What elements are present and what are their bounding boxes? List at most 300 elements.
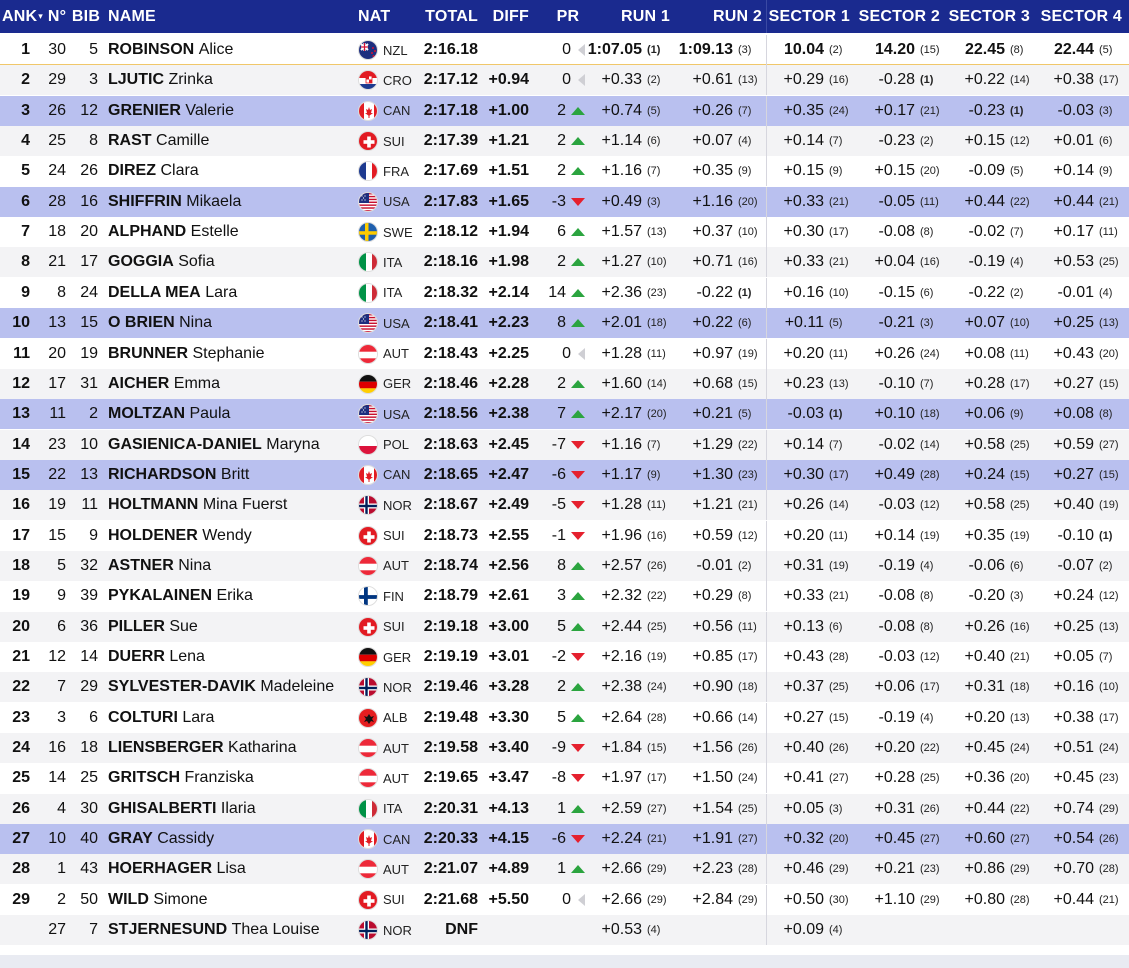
- rank-cell: 16: [12, 496, 30, 514]
- col-nat[interactable]: NAT: [358, 7, 391, 25]
- athlete-last-name: DIREZ: [108, 162, 156, 180]
- athlete-last-name: STJERNESUND: [108, 921, 228, 939]
- sector1-rank: (2): [829, 44, 843, 56]
- table-row[interactable]: [0, 35, 1129, 65]
- column-divider: [766, 399, 767, 429]
- run2-time: +0.07: [692, 132, 733, 150]
- sector2-time: -0.10: [878, 374, 915, 392]
- run1-time: +1.28: [601, 496, 642, 514]
- sector3-rank: (24): [1010, 742, 1030, 755]
- total-time-cell: 2:17.83: [423, 192, 478, 210]
- sector4-rank: (15): [1099, 377, 1119, 390]
- sector3-time: -0.23: [968, 101, 1005, 119]
- table-row[interactable]: [0, 217, 1129, 247]
- run2-time: +0.66: [692, 708, 733, 726]
- run1-rank: (15): [647, 742, 667, 755]
- run2-time: +0.22: [692, 314, 733, 332]
- sector3-rank: (16): [1010, 620, 1030, 633]
- nation-code: NOR: [383, 497, 412, 513]
- position-change-cell: [535, 854, 585, 884]
- athlete-first-name: Lara: [205, 283, 238, 301]
- athlete-name[interactable]: [108, 247, 358, 277]
- bib-cell: 18: [80, 739, 98, 757]
- col-name[interactable]: NAME: [108, 7, 156, 25]
- athlete-name[interactable]: [108, 703, 358, 733]
- start-number-cell: 7: [57, 678, 66, 696]
- sector2-time: +1.10: [874, 890, 915, 908]
- athlete-last-name: DUERR: [108, 648, 165, 665]
- table-row[interactable]: [0, 703, 1129, 733]
- sector2-rank: (20): [920, 165, 940, 178]
- run2-rank: (28): [738, 863, 758, 876]
- athlete-name[interactable]: [108, 278, 358, 308]
- athlete-name[interactable]: [108, 126, 358, 156]
- athlete-name[interactable]: [108, 430, 358, 460]
- run2-rank: (27): [738, 833, 758, 846]
- sector2-rank: (7): [920, 377, 934, 390]
- athlete-first-name: Cassidy: [157, 830, 215, 848]
- athlete-name[interactable]: [108, 187, 358, 217]
- col-sector3[interactable]: SECTOR 3: [948, 7, 1030, 25]
- table-row[interactable]: [0, 915, 1129, 945]
- bib-cell: 30: [80, 799, 98, 817]
- sector4-rank: (21): [1099, 195, 1119, 208]
- sector2-time: +0.28: [874, 769, 915, 787]
- position-change-value: 2: [557, 101, 566, 119]
- run1-time: +2.64: [601, 708, 642, 726]
- col-rank-label: ANK: [2, 7, 38, 25]
- arrow-up-icon: [571, 167, 585, 175]
- rank-cell: 25: [12, 769, 30, 787]
- run2-rank: (18): [738, 681, 758, 694]
- position-change-value: -6: [551, 830, 566, 848]
- run1-time: +2.38: [601, 678, 642, 696]
- athlete-name[interactable]: [108, 885, 358, 915]
- total-time-cell: 2:17.69: [423, 162, 478, 180]
- athlete-name[interactable]: [108, 551, 358, 581]
- sector3-rank: (1): [1010, 104, 1024, 117]
- col-run2[interactable]: RUN 2: [712, 7, 762, 25]
- sector1-time: +0.09: [783, 921, 824, 939]
- run2-time: +0.56: [692, 617, 733, 635]
- position-change-cell: [535, 308, 585, 338]
- total-time-cell: 2:18.12: [423, 223, 478, 241]
- page-footer-band: [0, 955, 1129, 968]
- nation-cell: [358, 854, 418, 884]
- position-change-cell: [535, 369, 585, 399]
- sector3-rank: (29): [1010, 863, 1030, 876]
- col-pr[interactable]: PR: [556, 7, 580, 25]
- col-sector2[interactable]: SECTOR 2: [858, 7, 940, 25]
- sector1-time: +0.30: [783, 223, 824, 241]
- table-row[interactable]: [0, 308, 1129, 338]
- sector1-time: +0.16: [783, 283, 824, 301]
- sector4-time: +0.08: [1053, 405, 1094, 423]
- athlete-name[interactable]: [108, 824, 358, 854]
- alb-flag-icon: [358, 708, 378, 728]
- col-diff[interactable]: DIFF: [492, 7, 529, 25]
- table-row[interactable]: [0, 430, 1129, 460]
- athlete-name[interactable]: [108, 339, 358, 369]
- position-change-value: -5: [551, 496, 566, 514]
- run2-time: -0.01: [696, 556, 733, 574]
- sector2-time: +0.17: [874, 101, 915, 119]
- nation-code: GER: [383, 649, 412, 665]
- athlete-name[interactable]: [108, 642, 358, 672]
- sector4-rank: (13): [1099, 620, 1119, 633]
- table-row[interactable]: [0, 642, 1129, 672]
- can-flag-icon: [358, 829, 378, 849]
- athlete-last-name: AICHER: [108, 374, 170, 392]
- run1-time: +0.74: [601, 101, 642, 119]
- sector2-rank: (6): [920, 286, 934, 299]
- sector1-time: +0.33: [783, 192, 824, 210]
- col-bib[interactable]: BIB: [71, 7, 101, 25]
- rank-cell: 2: [21, 71, 30, 89]
- table-row[interactable]: [0, 551, 1129, 581]
- bib-cell: 20: [80, 223, 98, 241]
- rank-cell: 1: [21, 41, 30, 58]
- run2-rank: (16): [738, 256, 758, 269]
- athlete-name[interactable]: [108, 581, 358, 611]
- table-row[interactable]: [0, 885, 1129, 915]
- athlete-last-name: GOGGIA: [108, 253, 174, 271]
- sector2-time: -0.08: [878, 617, 915, 635]
- start-number-cell: 3: [57, 708, 66, 726]
- sector3-rank: (6): [1010, 559, 1024, 572]
- sector3-time: -0.02: [968, 223, 1005, 241]
- athlete-name[interactable]: [108, 763, 358, 793]
- arrow-up-icon: [571, 805, 585, 813]
- sector2-rank: (14): [920, 438, 940, 451]
- start-number-cell: 25: [48, 132, 66, 150]
- total-time-cell: 2:20.31: [423, 799, 478, 817]
- run1-time: +0.33: [601, 71, 642, 89]
- rank-cell: 12: [12, 374, 30, 392]
- sector3-time: 22.45: [964, 41, 1005, 58]
- athlete-last-name: SHIFFRIN: [108, 192, 182, 210]
- sector2-time: -0.03: [878, 648, 915, 665]
- athlete-name[interactable]: [108, 217, 358, 247]
- ita-flag-icon: [358, 799, 378, 819]
- run1-time: +2.24: [601, 830, 642, 848]
- column-divider: [766, 490, 767, 520]
- run1-rank: (19): [647, 651, 667, 663]
- sector3-time: -0.22: [968, 283, 1005, 301]
- usa-flag-icon: [358, 313, 378, 333]
- position-change-value: 5: [557, 708, 566, 726]
- run1-rank: (27): [647, 802, 667, 815]
- run2-time: -0.22: [696, 283, 733, 301]
- sector2-time: +0.49: [874, 465, 915, 483]
- total-time-cell: 2:19.19: [423, 648, 478, 665]
- athlete-name[interactable]: [108, 156, 358, 186]
- run1-time: +2.16: [601, 648, 642, 665]
- total-time-cell: 2:20.33: [423, 830, 478, 848]
- col-total[interactable]: TOTAL: [425, 7, 478, 25]
- bib-cell: 31: [80, 374, 98, 392]
- arrow-up-icon: [571, 562, 585, 570]
- athlete-first-name: Sofia: [178, 253, 215, 271]
- sector1-time: 10.04: [783, 41, 824, 58]
- diff-cell: +2.38: [488, 405, 529, 423]
- sector3-rank: (15): [1010, 468, 1030, 481]
- nation-code: NOR: [383, 922, 412, 938]
- nation-cell: [358, 217, 418, 247]
- run1-rank: (11): [647, 499, 666, 512]
- athlete-first-name: Alice: [198, 41, 234, 58]
- sector1-rank: (5): [829, 317, 843, 330]
- run2-time: +0.37: [692, 223, 733, 241]
- sector4-rank: (25): [1099, 256, 1119, 269]
- col-run1[interactable]: RUN 1: [620, 7, 670, 25]
- athlete-name[interactable]: [108, 308, 358, 338]
- sector2-rank: (23): [920, 863, 940, 876]
- diff-cell: +2.45: [488, 435, 529, 453]
- sector3-rank: (22): [1010, 195, 1030, 208]
- sector1-time: +0.29: [783, 71, 824, 89]
- rank-cell: 4: [21, 132, 30, 150]
- table-row[interactable]: [0, 187, 1129, 217]
- table-row[interactable]: [0, 126, 1129, 156]
- sector3-rank: (21): [1010, 651, 1030, 663]
- table-row[interactable]: [0, 521, 1129, 551]
- rank-cell: 5: [21, 162, 30, 180]
- diff-cell: +4.13: [488, 799, 529, 817]
- athlete-first-name: Katharina: [228, 739, 297, 757]
- run1-rank: (5): [647, 104, 661, 117]
- bib-cell: 11: [81, 496, 98, 514]
- athlete-name[interactable]: [108, 65, 358, 95]
- col-sector4[interactable]: SECTOR 4: [1040, 7, 1122, 25]
- sector1-time: +0.27: [783, 708, 824, 726]
- run2-rank: (24): [738, 772, 758, 785]
- sector1-time: +0.11: [784, 314, 824, 332]
- sector1-rank: (10): [829, 286, 849, 299]
- table-row[interactable]: [0, 672, 1129, 702]
- start-number-cell: 28: [48, 192, 66, 210]
- sector4-rank: (7): [1099, 651, 1113, 663]
- table-row[interactable]: [0, 854, 1129, 884]
- sector2-rank: (12): [920, 651, 940, 663]
- table-row[interactable]: [0, 96, 1129, 126]
- position-change-cell: [535, 430, 585, 460]
- sector3-time: +0.35: [964, 526, 1005, 544]
- sector4-time: +0.54: [1053, 830, 1094, 848]
- table-row[interactable]: [0, 733, 1129, 763]
- athlete-last-name: PYKALAINEN: [108, 587, 213, 605]
- athlete-last-name: DELLA MEA: [108, 283, 201, 301]
- athlete-name[interactable]: [108, 369, 358, 399]
- run2-time: +0.97: [692, 344, 733, 362]
- athlete-name[interactable]: [108, 854, 358, 884]
- athlete-last-name: PILLER: [108, 617, 165, 635]
- nation-cell: [358, 794, 418, 824]
- table-row[interactable]: [0, 369, 1129, 399]
- sector4-rank: (10): [1099, 681, 1119, 694]
- athlete-name[interactable]: [108, 490, 358, 520]
- athlete-name[interactable]: [108, 521, 358, 551]
- table-row[interactable]: [0, 490, 1129, 520]
- column-divider: [766, 703, 767, 733]
- sector2-rank: (22): [920, 742, 940, 755]
- sector3-time: +0.40: [964, 648, 1005, 665]
- nation-cell: [358, 65, 418, 95]
- athlete-name[interactable]: [108, 96, 358, 126]
- athlete-name[interactable]: [108, 733, 358, 763]
- run1-time: +0.53: [601, 921, 642, 939]
- run1-time: 1:07.05: [587, 41, 642, 58]
- run1-time: +2.66: [601, 890, 642, 908]
- table-row[interactable]: [0, 794, 1129, 824]
- sui-flag-icon: [358, 890, 378, 910]
- run1-time: +1.16: [601, 162, 642, 180]
- column-divider: [766, 460, 767, 490]
- athlete-name[interactable]: [108, 672, 358, 702]
- athlete-last-name: RAST: [108, 132, 152, 150]
- sector2-rank: (25): [920, 772, 940, 785]
- nation-cell: [358, 581, 418, 611]
- position-change-value: 2: [557, 678, 566, 696]
- nation-cell: [358, 612, 418, 642]
- run1-time: +1.17: [601, 465, 642, 483]
- position-change-cell: [535, 733, 585, 763]
- bib-cell: 24: [80, 283, 98, 301]
- sector3-rank: (27): [1010, 833, 1030, 846]
- sector1-time: +0.14: [783, 435, 824, 453]
- sector4-time: +0.17: [1053, 223, 1094, 241]
- total-time-cell: 2:19.46: [423, 678, 478, 696]
- nation-code: CAN: [383, 467, 411, 483]
- table-row[interactable]: [0, 156, 1129, 186]
- start-number-cell: 8: [57, 283, 66, 301]
- sector1-rank: (28): [829, 651, 849, 663]
- nation-cell: [358, 369, 418, 399]
- sector2-rank: (1): [920, 74, 934, 87]
- rank-cell: 26: [12, 799, 30, 817]
- position-change-value: 2: [557, 374, 566, 392]
- position-change-cell: [535, 399, 585, 429]
- table-row[interactable]: [0, 612, 1129, 642]
- sector4-rank: (6): [1099, 135, 1113, 148]
- start-number-cell: 20: [48, 344, 66, 362]
- position-change-value: -8: [551, 769, 566, 787]
- athlete-last-name: ROBINSON: [108, 41, 195, 58]
- position-change-cell: [535, 703, 585, 733]
- athlete-name[interactable]: [108, 460, 358, 490]
- nation-cell: [358, 490, 418, 520]
- nation-code: AUT: [383, 740, 409, 756]
- sector3-rank: (25): [1010, 499, 1030, 512]
- arrow-left-icon: [578, 894, 585, 906]
- sector1-time: +0.14: [783, 132, 824, 150]
- sector2-time: +0.10: [874, 405, 915, 423]
- sector4-rank: (4): [1099, 286, 1113, 299]
- run1-rank: (26): [647, 559, 667, 572]
- run2-time: 1:09.13: [678, 41, 733, 58]
- sector4-rank: (19): [1099, 499, 1119, 512]
- sector3-rank: (14): [1010, 74, 1030, 87]
- sector1-time: +0.46: [783, 860, 824, 878]
- sector2-rank: (16): [920, 256, 940, 269]
- run1-rank: (28): [647, 711, 667, 724]
- start-number-cell: 16: [48, 739, 66, 757]
- athlete-name[interactable]: [108, 399, 358, 429]
- table-row[interactable]: [0, 460, 1129, 490]
- run1-time: +2.36: [601, 283, 642, 301]
- table-row[interactable]: [0, 65, 1129, 95]
- table-row[interactable]: [0, 824, 1129, 854]
- run1-time: +0.49: [601, 192, 642, 210]
- sector2-time: +0.15: [874, 162, 915, 180]
- sector4-rank: (20): [1099, 347, 1119, 360]
- table-row[interactable]: [0, 763, 1129, 793]
- arrow-up-icon: [571, 107, 585, 115]
- table-row[interactable]: [0, 278, 1129, 308]
- sector1-rank: (17): [829, 468, 849, 481]
- diff-cell: +2.23: [488, 314, 529, 332]
- sector3-time: +0.24: [964, 465, 1005, 483]
- run2-rank: (10): [738, 226, 758, 239]
- column-divider: [766, 854, 767, 884]
- sector4-time: +0.24: [1053, 587, 1094, 605]
- col-sector1[interactable]: SECTOR 1: [768, 7, 850, 25]
- athlete-name[interactable]: [108, 35, 358, 65]
- sector3-rank: (9): [1010, 408, 1024, 421]
- col-rank[interactable]: [2, 0, 46, 33]
- col-no[interactable]: N°: [47, 7, 67, 25]
- total-time-cell: 2:18.32: [423, 283, 478, 301]
- run1-rank: (29): [647, 893, 667, 906]
- position-change-value: 7: [557, 405, 566, 423]
- run2-time: +0.90: [692, 678, 733, 696]
- sui-flag-icon: [358, 131, 378, 151]
- position-change-cell: [535, 763, 585, 793]
- sector4-rank: (24): [1099, 742, 1119, 755]
- athlete-name[interactable]: [108, 794, 358, 824]
- column-divider: [766, 581, 767, 611]
- sector1-time: +0.20: [783, 526, 824, 544]
- table-row[interactable]: [0, 339, 1129, 369]
- table-row[interactable]: [0, 399, 1129, 429]
- arrow-up-icon: [571, 865, 585, 873]
- sector4-rank: (27): [1099, 438, 1119, 451]
- run1-rank: (23): [647, 286, 667, 299]
- table-row[interactable]: [0, 581, 1129, 611]
- rank-cell: 20: [12, 617, 30, 635]
- run2-rank: (20): [738, 195, 758, 208]
- column-divider: [766, 763, 767, 793]
- sector1-time: +0.32: [783, 830, 824, 848]
- run2-rank: (23): [738, 468, 758, 481]
- run1-rank: (21): [647, 833, 667, 846]
- athlete-name[interactable]: [108, 915, 358, 945]
- sector3-time: +0.22: [964, 71, 1005, 89]
- nation-code: ALB: [383, 710, 408, 726]
- sector2-time: 14.20: [874, 41, 915, 58]
- athlete-name[interactable]: [108, 612, 358, 642]
- run2-rank: (5): [738, 408, 752, 421]
- sector1-rank: (29): [829, 863, 849, 876]
- aut-flag-icon: [358, 738, 378, 758]
- run1-time: +1.27: [601, 253, 642, 271]
- athlete-first-name: Franziska: [184, 769, 254, 787]
- position-change-cell: [535, 187, 585, 217]
- position-change-value: 0: [562, 344, 571, 362]
- bib-cell: 6: [89, 708, 98, 726]
- athlete-last-name: ALPHAND: [108, 223, 187, 241]
- table-row[interactable]: [0, 247, 1129, 277]
